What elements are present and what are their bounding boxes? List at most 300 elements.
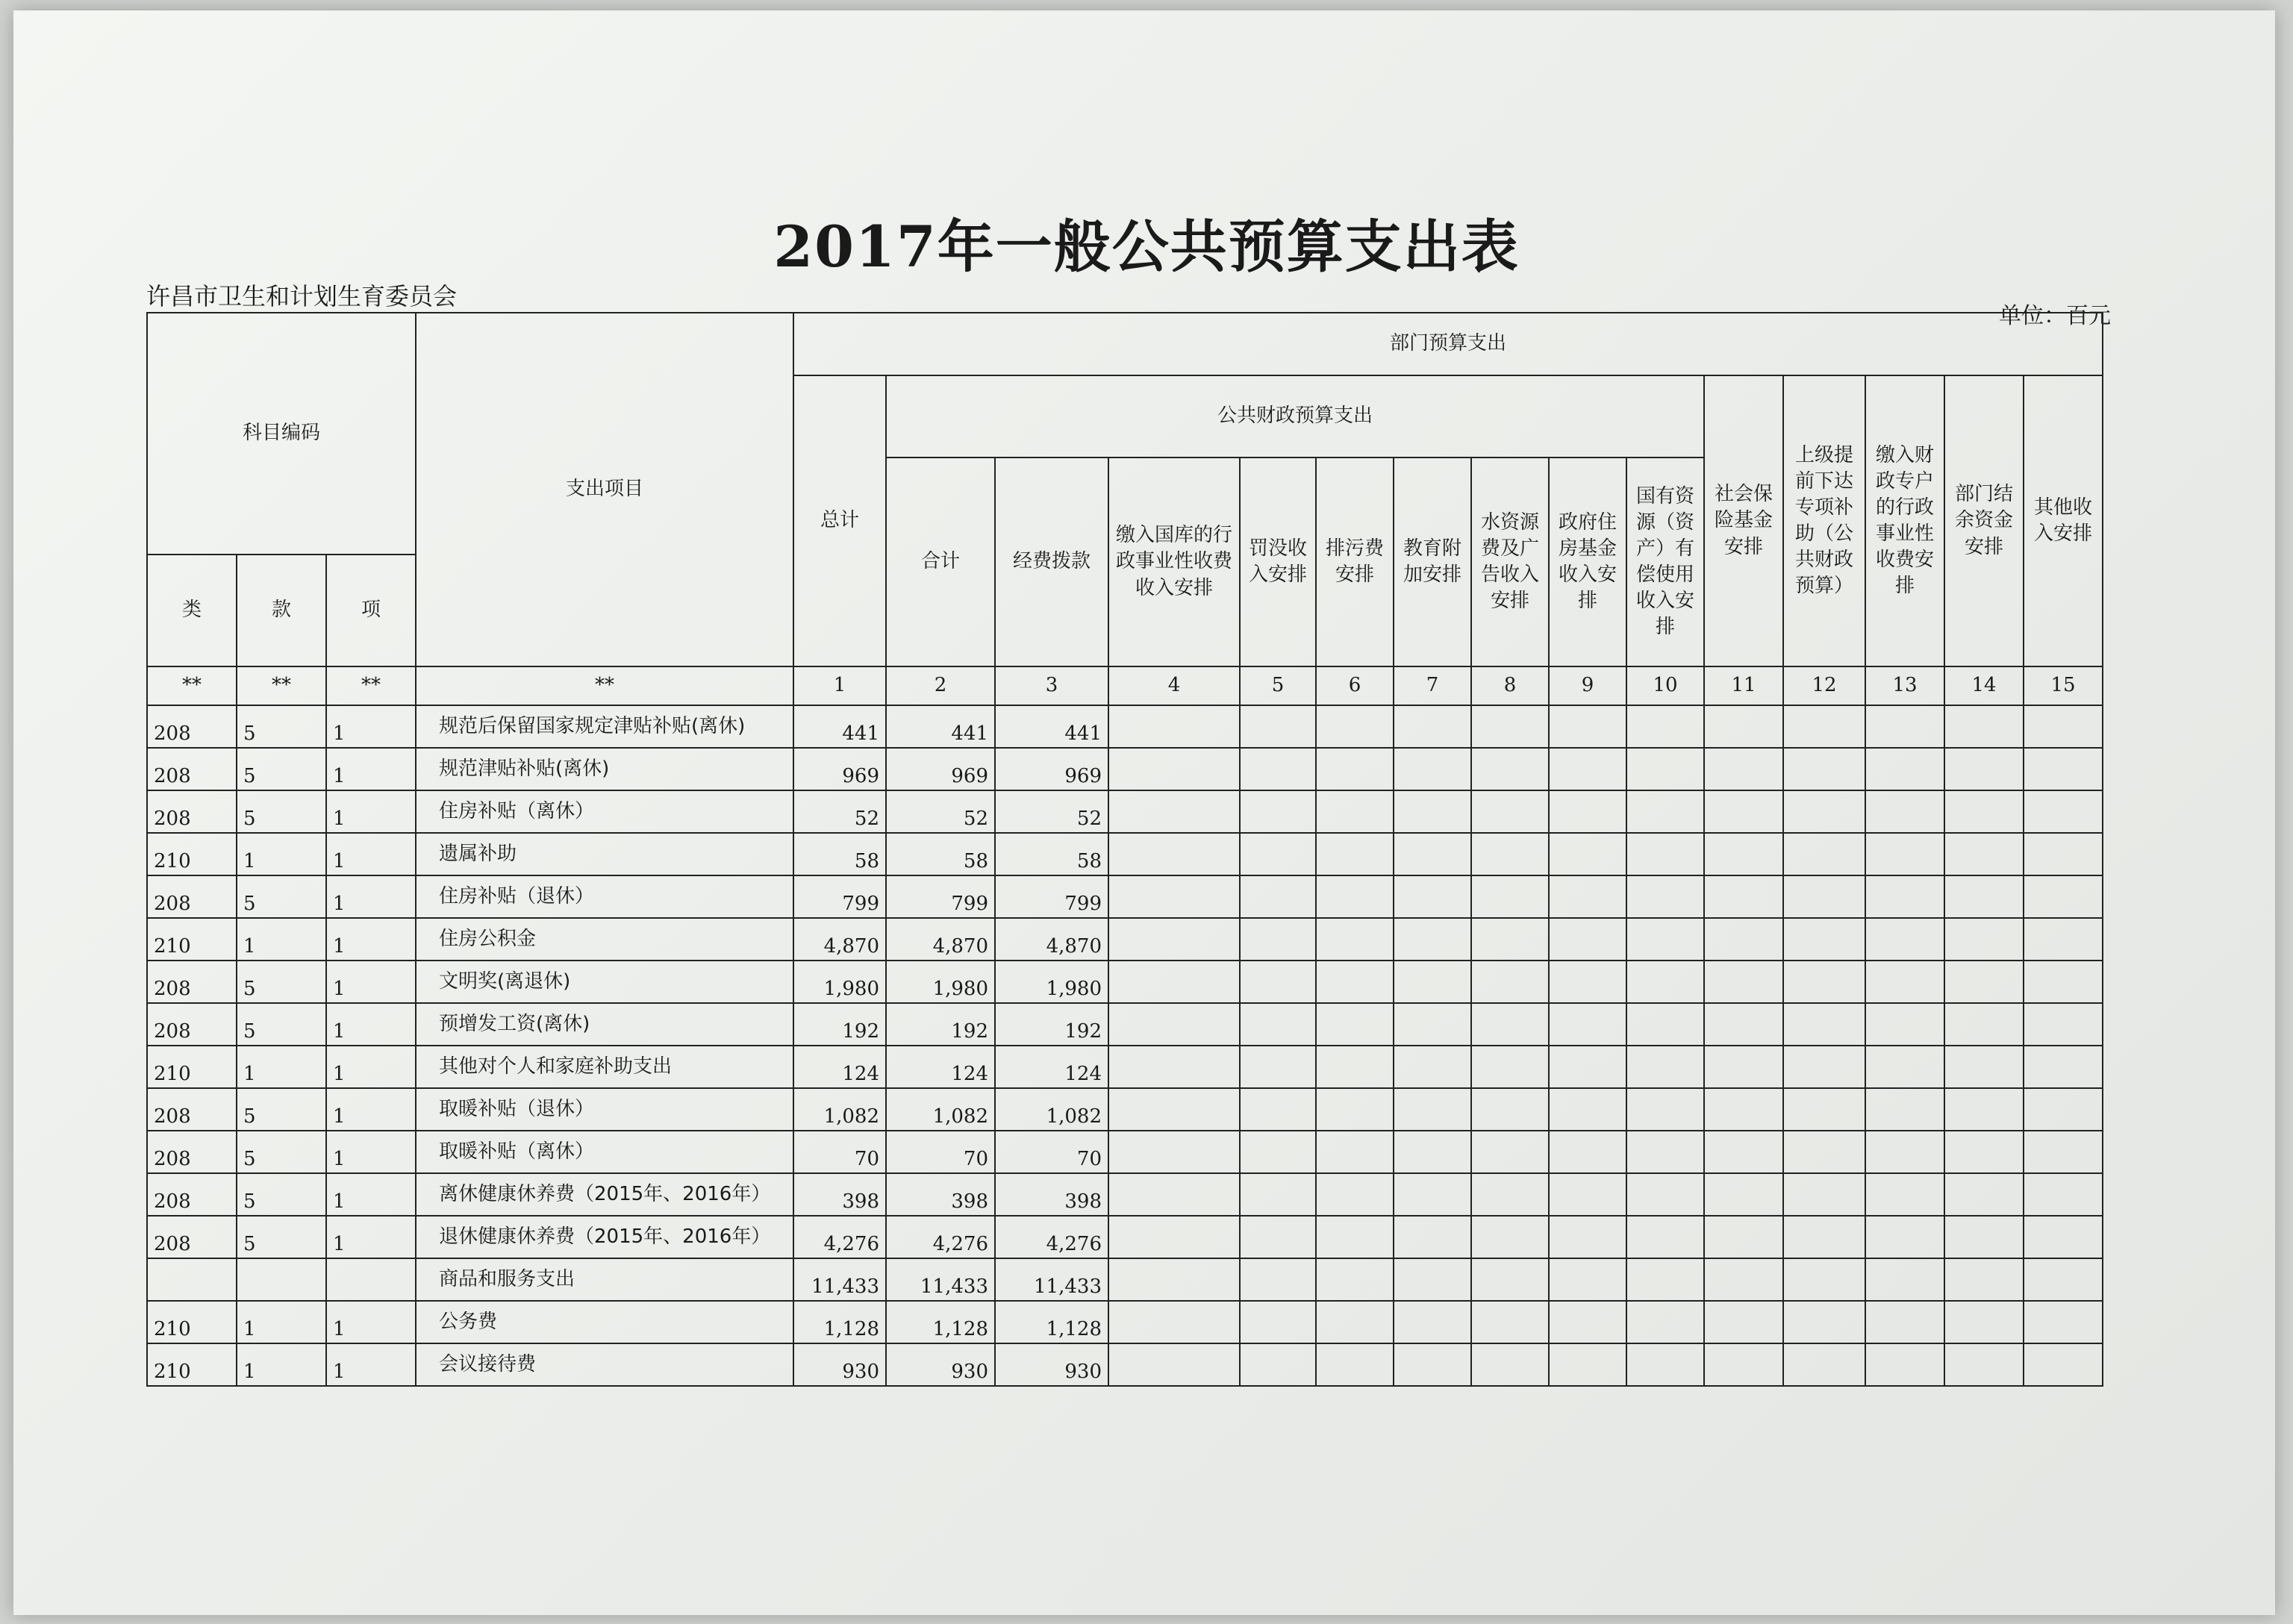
column-index-cell: 2 [886, 666, 995, 705]
cell-empty [1108, 833, 1240, 875]
cell-empty [1865, 875, 1944, 918]
cell-heji: 4,276 [886, 1216, 995, 1258]
cell-empty [1944, 875, 2024, 918]
cell-empty [1944, 918, 2024, 961]
cell-empty [1704, 1046, 1783, 1088]
column-index-cell: 4 [1108, 666, 1240, 705]
cell-empty [1783, 875, 1865, 918]
header-col-14: 部门结余资金安排 [1944, 375, 2024, 666]
cell-empty [1240, 790, 1316, 833]
budget-table [146, 312, 2103, 1387]
cell-empty [1394, 1173, 1471, 1216]
header-col-5: 罚没收入安排 [1240, 457, 1316, 666]
cell-empty [1704, 790, 1783, 833]
cell-lei: 210 [147, 1301, 237, 1343]
cell-empty [1626, 1131, 1704, 1173]
header-xiang: 项 [326, 555, 416, 666]
header-col-10: 国有资源（资产）有偿使用收入安排 [1626, 457, 1704, 666]
cell-empty [1316, 875, 1394, 918]
cell-empty [1471, 1003, 1549, 1046]
cell-empty [1704, 1258, 1783, 1301]
cell-empty [1944, 705, 2024, 748]
page-title: 2017年一般公共预算支出表 [773, 213, 1520, 280]
cell-empty [1944, 1258, 2024, 1301]
cell-empty [1316, 1216, 1394, 1258]
cell-empty [1783, 961, 1865, 1003]
column-index-cell: ** [326, 666, 416, 705]
header-col-15: 其他收入安排 [2024, 375, 2103, 666]
cell-empty [1944, 1046, 2024, 1088]
cell-kuan: 5 [237, 961, 326, 1003]
cell-item: 规范津贴补贴(离休) [416, 748, 793, 790]
cell-empty [1549, 1258, 1626, 1301]
cell-empty [1549, 833, 1626, 875]
cell-appropriation: 930 [995, 1343, 1108, 1386]
cell-empty [1108, 1216, 1240, 1258]
table-row [147, 875, 2103, 918]
cell-empty [1471, 790, 1549, 833]
column-index-row [147, 666, 2103, 705]
cell-empty [1471, 1131, 1549, 1173]
cell-empty [2024, 1003, 2103, 1046]
column-index-cell: ** [416, 666, 793, 705]
cell-empty [1316, 1343, 1394, 1386]
cell-empty [1108, 705, 1240, 748]
cell-item: 文明奖(离退休) [416, 961, 793, 1003]
cell-kuan: 5 [237, 1003, 326, 1046]
cell-empty [1783, 1173, 1865, 1216]
cell-xiang: 1 [326, 1343, 416, 1386]
cell-empty [1783, 748, 1865, 790]
table-row [147, 790, 2103, 833]
cell-total: 4,276 [793, 1216, 886, 1258]
cell-empty [1783, 1216, 1865, 1258]
cell-empty [1394, 1301, 1471, 1343]
cell-empty [1394, 875, 1471, 918]
cell-empty [2024, 790, 2103, 833]
cell-appropriation: 70 [995, 1131, 1108, 1173]
header-public-finance: 公共财政预算支出 [886, 375, 1704, 457]
cell-empty [1240, 1258, 1316, 1301]
cell-xiang: 1 [326, 875, 416, 918]
cell-empty [1108, 1088, 1240, 1131]
table-row [147, 1258, 2103, 1301]
header-total: 总计 [793, 375, 886, 666]
cell-empty [1783, 1343, 1865, 1386]
cell-empty [1549, 1046, 1626, 1088]
table-row [147, 833, 2103, 875]
table-row [147, 1046, 2103, 1088]
cell-empty [1865, 1003, 1944, 1046]
cell-empty [1108, 1131, 1240, 1173]
header-col-8: 水资源费及广告收入安排 [1471, 457, 1549, 666]
cell-empty [1394, 1046, 1471, 1088]
cell-empty [1549, 705, 1626, 748]
cell-empty [1471, 1343, 1549, 1386]
cell-kuan: 5 [237, 1216, 326, 1258]
cell-xiang: 1 [326, 833, 416, 875]
cell-lei: 210 [147, 833, 237, 875]
cell-item: 住房公积金 [416, 918, 793, 961]
cell-empty [1240, 875, 1316, 918]
header-lei: 类 [147, 555, 237, 666]
cell-lei: 208 [147, 790, 237, 833]
cell-appropriation: 1,128 [995, 1301, 1108, 1343]
organization-name: 许昌市卫生和计划生育委员会 [146, 282, 458, 310]
table-row [147, 1216, 2103, 1258]
cell-empty [1316, 1258, 1394, 1301]
column-index-cell: ** [147, 666, 237, 705]
cell-empty [1865, 705, 1944, 748]
cell-empty [1944, 748, 2024, 790]
cell-empty [1865, 833, 1944, 875]
cell-heji: 11,433 [886, 1258, 995, 1301]
cell-empty [1626, 748, 1704, 790]
cell-lei: 208 [147, 1173, 237, 1216]
cell-empty [1704, 961, 1783, 1003]
column-index-cell: 6 [1316, 666, 1394, 705]
cell-empty [1865, 918, 1944, 961]
cell-heji: 4,870 [886, 918, 995, 961]
cell-lei: 210 [147, 918, 237, 961]
header-subject-code: 科目编码 [147, 313, 416, 555]
header-col-4: 缴入国库的行政事业性收费收入安排 [1108, 457, 1240, 666]
cell-item: 退休健康休养费（2015年、2016年） [416, 1216, 793, 1258]
header-col-7: 教育附加安排 [1394, 457, 1471, 666]
cell-empty [1704, 918, 1783, 961]
cell-empty [1783, 1258, 1865, 1301]
cell-empty [1240, 1343, 1316, 1386]
cell-empty [1316, 1003, 1394, 1046]
cell-empty [1626, 1088, 1704, 1131]
cell-heji: 930 [886, 1343, 995, 1386]
table-row [147, 1131, 2103, 1173]
cell-xiang: 1 [326, 1046, 416, 1088]
cell-appropriation: 58 [995, 833, 1108, 875]
table-row [147, 1301, 2103, 1343]
cell-empty [1549, 1131, 1626, 1173]
cell-item: 预增发工资(离休) [416, 1003, 793, 1046]
cell-empty [1394, 1343, 1471, 1386]
header-col-13: 缴入财政专户的行政事业性收费安排 [1865, 375, 1944, 666]
cell-empty [1394, 1258, 1471, 1301]
cell-empty [1704, 1131, 1783, 1173]
column-index-cell: ** [237, 666, 326, 705]
cell-empty [1471, 1046, 1549, 1088]
cell-kuan: 5 [237, 1173, 326, 1216]
cell-lei: 208 [147, 748, 237, 790]
cell-empty [1316, 1088, 1394, 1131]
cell-empty [1865, 1046, 1944, 1088]
cell-heji: 1,128 [886, 1301, 995, 1343]
header-appropriation: 经费拨款 [995, 457, 1108, 666]
cell-empty [1108, 790, 1240, 833]
cell-empty [1704, 1173, 1783, 1216]
cell-empty [1865, 961, 1944, 1003]
column-index-cell: 5 [1240, 666, 1316, 705]
header-col-12: 上级提前下达专项补助（公共财政预算） [1783, 375, 1865, 666]
cell-empty [1944, 1216, 2024, 1258]
cell-empty [1108, 1258, 1240, 1301]
cell-item: 遗属补助 [416, 833, 793, 875]
cell-empty [1394, 918, 1471, 961]
cell-total: 52 [793, 790, 886, 833]
cell-empty [1783, 918, 1865, 961]
cell-empty [1240, 833, 1316, 875]
cell-empty [1316, 833, 1394, 875]
header-heji: 合计 [886, 457, 995, 666]
cell-empty [1626, 790, 1704, 833]
cell-empty [1549, 1301, 1626, 1343]
cell-heji: 969 [886, 748, 995, 790]
cell-empty [1626, 1003, 1704, 1046]
cell-empty [1108, 1301, 1240, 1343]
cell-empty [1316, 1131, 1394, 1173]
cell-item: 离休健康休养费（2015年、2016年） [416, 1173, 793, 1216]
cell-empty [1394, 1216, 1471, 1258]
cell-empty [1108, 748, 1240, 790]
cell-empty [1240, 1088, 1316, 1131]
column-index-cell: 3 [995, 666, 1108, 705]
cell-empty [2024, 1301, 2103, 1343]
cell-lei [147, 1258, 237, 1301]
cell-xiang: 1 [326, 1131, 416, 1173]
cell-empty [1471, 875, 1549, 918]
cell-empty [1316, 918, 1394, 961]
cell-empty [1865, 1088, 1944, 1131]
cell-empty [2024, 918, 2103, 961]
column-index-cell: 15 [2024, 666, 2103, 705]
cell-empty [1240, 1301, 1316, 1343]
cell-total: 930 [793, 1343, 886, 1386]
cell-empty [1944, 790, 2024, 833]
header-col-11: 社会保险基金安排 [1704, 375, 1783, 666]
cell-empty [1108, 961, 1240, 1003]
cell-appropriation: 192 [995, 1003, 1108, 1046]
cell-item: 其他对个人和家庭补助支出 [416, 1046, 793, 1088]
column-index-cell: 9 [1549, 666, 1626, 705]
cell-lei: 208 [147, 1216, 237, 1258]
cell-empty [1240, 1131, 1316, 1173]
cell-empty [1626, 961, 1704, 1003]
cell-total: 58 [793, 833, 886, 875]
cell-xiang [326, 1258, 416, 1301]
cell-total: 398 [793, 1173, 886, 1216]
cell-empty [2024, 748, 2103, 790]
column-index-cell: 14 [1944, 666, 2024, 705]
cell-empty [1316, 1046, 1394, 1088]
cell-empty [1394, 833, 1471, 875]
cell-kuan: 1 [237, 833, 326, 875]
cell-empty [1108, 1173, 1240, 1216]
cell-total: 1,128 [793, 1301, 886, 1343]
cell-empty [1394, 705, 1471, 748]
cell-empty [1944, 1343, 2024, 1386]
cell-empty [1471, 705, 1549, 748]
cell-empty [1316, 790, 1394, 833]
cell-kuan: 5 [237, 790, 326, 833]
cell-xiang: 1 [326, 918, 416, 961]
cell-empty [1316, 961, 1394, 1003]
cell-empty [2024, 875, 2103, 918]
cell-empty [1626, 1173, 1704, 1216]
cell-item: 商品和服务支出 [416, 1258, 793, 1301]
cell-heji: 124 [886, 1046, 995, 1088]
cell-empty [1865, 1131, 1944, 1173]
cell-appropriation: 441 [995, 705, 1108, 748]
cell-total: 799 [793, 875, 886, 918]
cell-empty [1316, 748, 1394, 790]
cell-empty [1240, 705, 1316, 748]
cell-heji: 799 [886, 875, 995, 918]
column-index-cell: 13 [1865, 666, 1944, 705]
cell-empty [1944, 1003, 2024, 1046]
cell-empty [1549, 790, 1626, 833]
cell-empty [1626, 705, 1704, 748]
cell-total: 124 [793, 1046, 886, 1088]
cell-xiang: 1 [326, 705, 416, 748]
cell-empty [1108, 918, 1240, 961]
cell-xiang: 1 [326, 1301, 416, 1343]
cell-empty [1783, 1131, 1865, 1173]
cell-heji: 441 [886, 705, 995, 748]
cell-item: 取暖补贴（退休） [416, 1088, 793, 1131]
cell-empty [1471, 1216, 1549, 1258]
cell-kuan: 1 [237, 1343, 326, 1386]
cell-item: 规范后保留国家规定津贴补贴(离休) [416, 705, 793, 748]
cell-xiang: 1 [326, 961, 416, 1003]
cell-empty [1626, 918, 1704, 961]
cell-appropriation: 398 [995, 1173, 1108, 1216]
cell-empty [1549, 1216, 1626, 1258]
cell-appropriation: 1,980 [995, 961, 1108, 1003]
cell-heji: 70 [886, 1131, 995, 1173]
cell-empty [1549, 918, 1626, 961]
cell-empty [1240, 1173, 1316, 1216]
cell-lei: 208 [147, 1088, 237, 1131]
cell-xiang: 1 [326, 790, 416, 833]
cell-empty [1316, 1173, 1394, 1216]
cell-empty [1704, 1003, 1783, 1046]
cell-heji: 192 [886, 1003, 995, 1046]
cell-lei: 208 [147, 961, 237, 1003]
table-row [147, 1003, 2103, 1046]
cell-empty [1394, 790, 1471, 833]
cell-empty [1626, 1258, 1704, 1301]
cell-empty [1549, 1088, 1626, 1131]
cell-total: 70 [793, 1131, 886, 1173]
cell-empty [1783, 790, 1865, 833]
cell-empty [1865, 1258, 1944, 1301]
column-index-cell: 1 [793, 666, 886, 705]
cell-empty [1108, 1046, 1240, 1088]
column-index-cell: 11 [1704, 666, 1783, 705]
cell-empty [1865, 1343, 1944, 1386]
header-col-6: 排污费安排 [1316, 457, 1394, 666]
unit-label: 单位：百元 [1999, 303, 2111, 329]
header-dept-budget: 部门预算支出 [793, 313, 2103, 375]
column-index-cell: 10 [1626, 666, 1704, 705]
column-index-cell: 12 [1783, 666, 1865, 705]
cell-empty [2024, 1343, 2103, 1386]
cell-appropriation: 1,082 [995, 1088, 1108, 1131]
cell-empty [1704, 833, 1783, 875]
cell-empty [1549, 1003, 1626, 1046]
cell-empty [2024, 833, 2103, 875]
cell-total: 4,870 [793, 918, 886, 961]
cell-total: 1,082 [793, 1088, 886, 1131]
table-row [147, 1088, 2103, 1131]
cell-kuan: 1 [237, 918, 326, 961]
cell-empty [1865, 1216, 1944, 1258]
cell-empty [1626, 1343, 1704, 1386]
cell-xiang: 1 [326, 1088, 416, 1131]
cell-empty [1549, 1173, 1626, 1216]
cell-empty [1626, 1301, 1704, 1343]
cell-empty [1865, 1173, 1944, 1216]
cell-empty [1704, 875, 1783, 918]
header-col-9: 政府住房基金收入安排 [1549, 457, 1626, 666]
cell-empty [1626, 1216, 1704, 1258]
cell-appropriation: 799 [995, 875, 1108, 918]
cell-lei: 210 [147, 1343, 237, 1386]
cell-empty [1471, 833, 1549, 875]
cell-empty [1944, 1301, 2024, 1343]
cell-empty [1783, 833, 1865, 875]
cell-total: 192 [793, 1003, 886, 1046]
cell-empty [2024, 1216, 2103, 1258]
table-row [147, 705, 2103, 748]
cell-empty [1783, 705, 1865, 748]
cell-empty [1944, 833, 2024, 875]
cell-empty [2024, 1088, 2103, 1131]
cell-empty [1704, 1088, 1783, 1131]
cell-empty [1471, 961, 1549, 1003]
cell-empty [1626, 875, 1704, 918]
cell-lei: 208 [147, 1131, 237, 1173]
cell-empty [1865, 790, 1944, 833]
cell-empty [1471, 1088, 1549, 1131]
table-row [147, 918, 2103, 961]
cell-xiang: 1 [326, 1003, 416, 1046]
cell-empty [2024, 1131, 2103, 1173]
cell-kuan: 5 [237, 1088, 326, 1131]
cell-appropriation: 4,276 [995, 1216, 1108, 1258]
cell-empty [1108, 875, 1240, 918]
cell-empty [1549, 748, 1626, 790]
cell-heji: 1,980 [886, 961, 995, 1003]
cell-total: 969 [793, 748, 886, 790]
cell-empty [1783, 1046, 1865, 1088]
cell-item: 住房补贴（退休） [416, 875, 793, 918]
cell-empty [1240, 1046, 1316, 1088]
cell-empty [1626, 1046, 1704, 1088]
cell-empty [1783, 1003, 1865, 1046]
cell-empty [2024, 705, 2103, 748]
cell-empty [1944, 961, 2024, 1003]
cell-empty [1394, 748, 1471, 790]
cell-empty [2024, 1046, 2103, 1088]
cell-empty [1783, 1088, 1865, 1131]
cell-xiang: 1 [326, 748, 416, 790]
cell-kuan: 5 [237, 705, 326, 748]
cell-empty [1316, 705, 1394, 748]
cell-heji: 58 [886, 833, 995, 875]
cell-empty [1394, 961, 1471, 1003]
cell-lei: 208 [147, 705, 237, 748]
cell-appropriation: 52 [995, 790, 1108, 833]
cell-total: 441 [793, 705, 886, 748]
